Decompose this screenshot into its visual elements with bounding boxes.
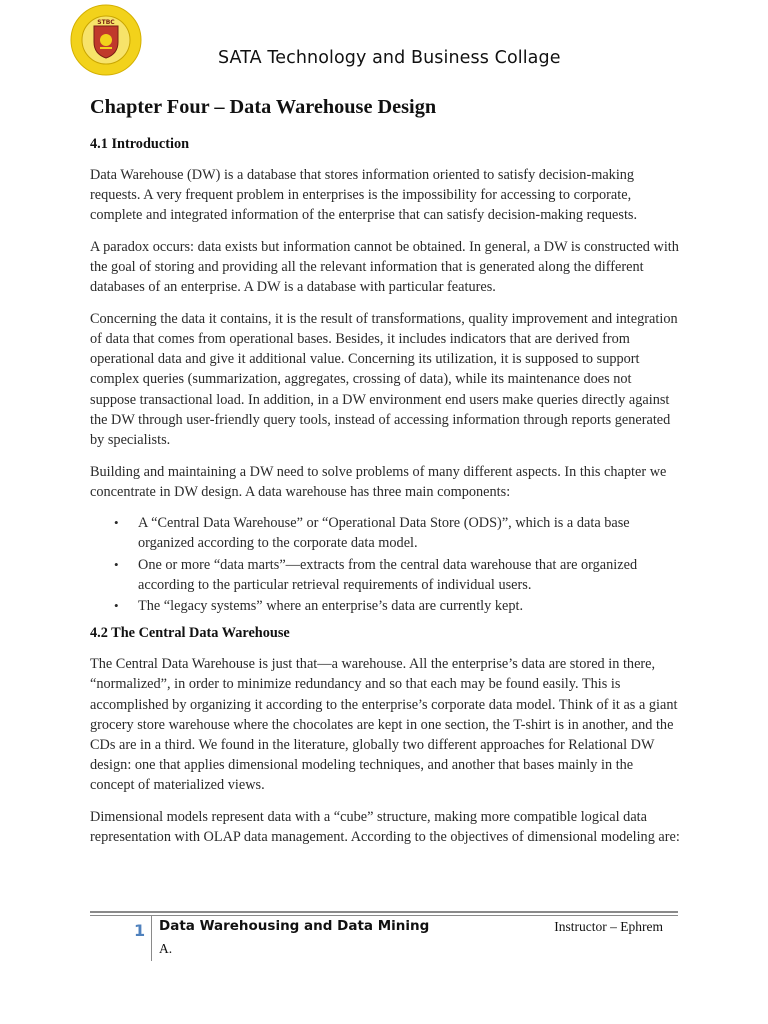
list-item (90, 555, 680, 595)
bullet-icon: • (114, 556, 119, 572)
paragraph: Data Warehouse (DW) is a database that stores information oriented to satisfy decision-making requests. A very frequent problem in enterprises is the impossibility for accessing to corporate, complete and integrated information of the enterprise that can satisfy decision-making requests. (90, 167, 638, 224)
section-heading-central-dw: 4.2 The Central Data Warehouse (90, 625, 290, 642)
document-body (90, 94, 680, 859)
section-heading-intro: 4.1 Introduction (90, 136, 190, 152)
list-item-text: A “Central Data Warehouse” or “Operational Data Store (ODS)”, which is a data base organized according to the corporate data model. (138, 515, 630, 552)
college-name: SATA Technology and Business Collage (218, 48, 561, 68)
footer-separator (151, 915, 152, 961)
logo-text: STBC (97, 19, 115, 26)
list-item-text: The “legacy systems” where an enterprise’s data are currently kept. (138, 598, 524, 615)
bullet-icon: • (114, 515, 119, 531)
footer-divider (90, 911, 678, 913)
footer-course-title: Data Warehousing and Data Mining (159, 918, 430, 934)
list-item-text: One or more “data marts”—extracts from the central data warehouse that are organized according to the particular retrieval requirements of individual users. (138, 556, 638, 593)
footer-instructor-cont: A. (159, 941, 173, 956)
list-item (90, 513, 680, 553)
bullet-icon: • (114, 598, 119, 614)
footer-instructor: Instructor – Ephrem (554, 919, 663, 934)
paragraph: Dimensional models represent data with a “cube” structure, making more compatible logical data representation with OLAP data management. According to the objectives of dimensional modeling are: (90, 808, 680, 846)
paragraph: Concerning the data it contains, it is the result of transformations, quality improvement and integration of data that comes from operational bases. Besides, it includes indicators that are derived from operational data and give it additional value. Concerning its utilization, it is supposed to support complex queries (summarization, aggregates, crossing of data), while its maintenance does not suppose transactional load. In addition, in a DW environment end users make queries directly against the DW through user-friendly query tools, instead of accessing information through reports generated by specialists. (90, 310, 678, 449)
college-logo (70, 4, 142, 76)
page-number: 1 (134, 921, 146, 940)
chapter-title: Chapter Four – Data Warehouse Design (90, 96, 437, 118)
list-item (90, 596, 680, 616)
paragraph: The Central Data Warehouse is just that—a warehouse. All the enterprise’s data are stored in there, “normalized”, in order to minimize redundancy and so that each may be found easily. This is accomplished by organizing it according to the enterprise’s corporate data model. Think of it as a giant grocery store warehouse where the chocolates are kept in one section, the T-shirt is in another, and the CDs are in a third. We found in the literature, globally two different approaches for Relational DW design: one that applies dimensional modeling techniques, and another that bases mainly in the concept of materialized views. (90, 656, 678, 794)
footer-divider-thin (90, 915, 678, 916)
paragraph: A paradox occurs: data exists but information cannot be obtained. In general, a DW is constructed with the goal of storing and providing all the relevant information that is generated along the different databases of an enterprise. A DW is a database with particular features. (90, 238, 679, 296)
paragraph: Building and maintaining a DW need to solve problems of many different aspects. In this chapter we concentrate in DW design. A data warehouse has three main components: (90, 463, 667, 500)
components-list (90, 513, 680, 616)
